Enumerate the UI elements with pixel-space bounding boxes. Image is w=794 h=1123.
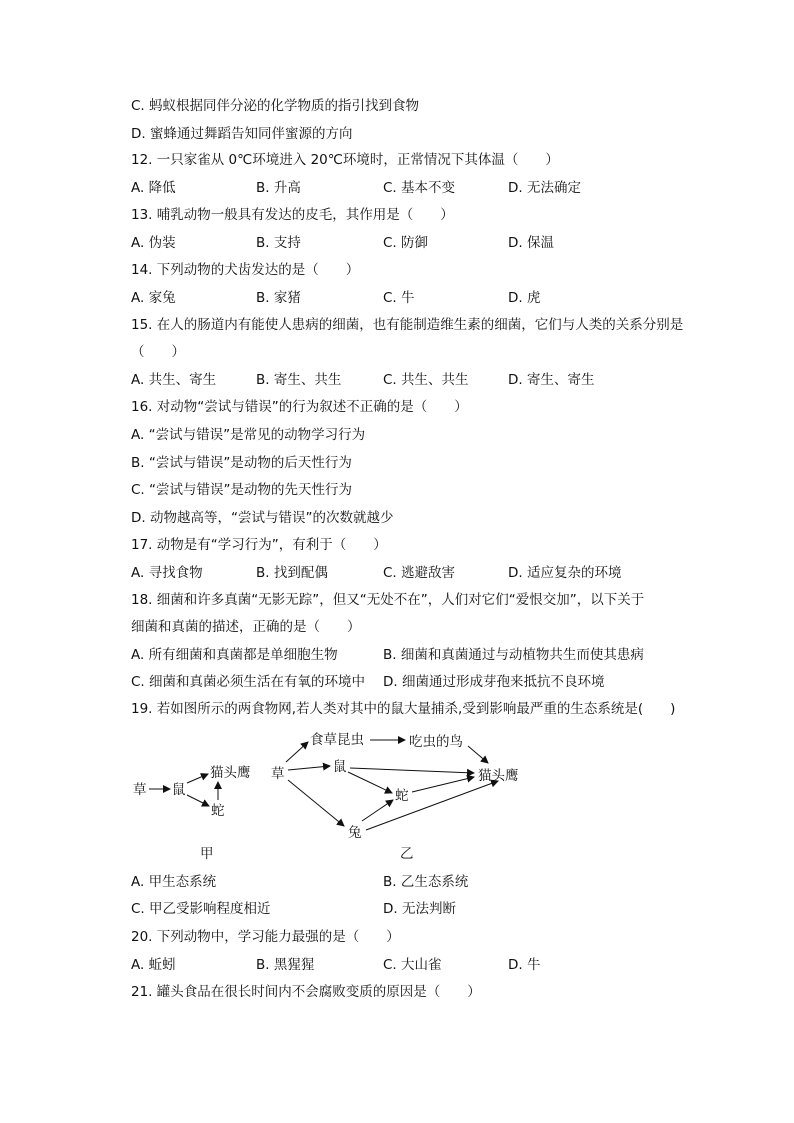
question-19-option-d: D. 无法判断 bbox=[383, 901, 456, 917]
arrow-bird-to-owl bbox=[468, 746, 488, 763]
question-18-stem: 18. 细菌和许多真菌“无影无踪”，但又“无处不在”，人们对它们“爱恨交加”，以下关于 bbox=[131, 592, 645, 608]
question-17-option-c: C. 逃避敌害 bbox=[383, 565, 456, 581]
question-18-option-a: A. 所有细菌和真菌都是单细胞生物 bbox=[131, 647, 338, 663]
question-13-stem: 13. 哺乳动物一般具有发达的皮毛，其作用是（ ） bbox=[131, 207, 454, 223]
question-18-option-d: D. 细菌通过形成芽孢来抵抗不良环境 bbox=[383, 674, 605, 690]
arrow-grass-to-rabbit bbox=[288, 780, 344, 826]
web-b-bird: 吃虫的鸟 bbox=[409, 734, 463, 750]
question-20-option-c: C. 大山雀 bbox=[383, 957, 442, 973]
question-14-option-a: A. 家兔 bbox=[131, 290, 176, 306]
question-14-stem: 14. 下列动物的犬齿发达的是（ ） bbox=[131, 262, 360, 278]
web-b-insect: 食草昆虫 bbox=[310, 732, 364, 748]
question-16-stem: 16. 对动物“尝试与错误”的行为叙述不正确的是（ ） bbox=[131, 399, 468, 415]
question-12-stem: 12. 一只家雀从 0℃环境进入 20℃环境时，正常情况下其体温（ ） bbox=[131, 152, 559, 168]
question-19-stem: 19. 若如图所示的两食物网,若人类对其中的鼠大量捕杀,受到影响最严重的生态系统是( ) bbox=[131, 701, 676, 717]
question-13-option-b: B. 支持 bbox=[256, 235, 301, 251]
option-c-prev: C. 蚂蚁根据同伴分泌的化学物质的指引找到食物 bbox=[131, 98, 420, 114]
arrow-grass-to-mouse-b bbox=[288, 766, 330, 770]
question-16-option-a: A. “尝试与错误”是常见的动物学习行为 bbox=[131, 427, 366, 443]
question-18-option-b: B. 细菌和真菌通过与动植物共生而使其患病 bbox=[383, 647, 644, 663]
web-a-caption: 甲 bbox=[200, 846, 214, 862]
question-19-option-b: B. 乙生态系统 bbox=[383, 874, 469, 890]
question-16-option-b: B. “尝试与错误”是动物的后天性行为 bbox=[131, 455, 352, 471]
arrow-mouse-to-owl bbox=[187, 774, 208, 783]
question-15-stem: 15. 在人的肠道内有能使人患病的细菌，也有能制造维生素的细菌，它们与人类的关系分别是 bbox=[131, 317, 684, 333]
arrow-mouse-to-snake-b bbox=[348, 772, 392, 793]
question-12-option-d: D. 无法确定 bbox=[508, 180, 581, 196]
web-a-owl: 猫头鹰 bbox=[210, 765, 251, 781]
question-19-option-c: C. 甲乙受影响程度相近 bbox=[131, 901, 271, 917]
question-16-option-d: D. 动物越高等，“尝试与错误”的次数就越少 bbox=[131, 510, 394, 526]
question-18-stem-continued: 细菌和真菌的描述，正确的是（ ） bbox=[131, 619, 361, 635]
question-17-option-d: D. 适应复杂的环境 bbox=[508, 565, 622, 581]
arrow-mouse-to-snake bbox=[187, 795, 209, 806]
question-12-option-b: B. 升高 bbox=[256, 180, 301, 196]
arrow-rabbit-to-owl bbox=[366, 781, 498, 830]
question-16-option-c: C. “尝试与错误”是动物的先天性行为 bbox=[131, 482, 352, 498]
web-a-mouse: 鼠 bbox=[172, 782, 186, 798]
question-21-stem: 21. 罐头食品在很长时间内不会腐败变质的原因是（ ） bbox=[131, 984, 481, 1000]
question-15-option-c: C. 共生、共生 bbox=[383, 372, 469, 388]
question-19-option-a: A. 甲生态系统 bbox=[131, 874, 217, 890]
arrow-mouse-to-owl-b bbox=[350, 768, 474, 773]
web-b-rabbit: 兔 bbox=[348, 825, 362, 841]
food-web-b bbox=[271, 732, 519, 862]
question-20-option-a: A. 蚯蚓 bbox=[131, 957, 176, 973]
food-web-figure bbox=[0, 722, 794, 862]
question-20-stem: 20. 下列动物中，学习能力最强的是（ ） bbox=[131, 929, 400, 945]
web-a-snake: 蛇 bbox=[211, 803, 225, 819]
arrow-grass-to-insect bbox=[286, 742, 308, 762]
food-web-a bbox=[133, 764, 251, 862]
question-13-option-d: D. 保温 bbox=[508, 235, 554, 251]
question-20-option-b: B. 黑猩猩 bbox=[256, 957, 315, 973]
web-a-grass: 草 bbox=[133, 782, 147, 798]
question-15-option-a: A. 共生、寄生 bbox=[131, 372, 217, 388]
question-15-option-b: B. 寄生、共生 bbox=[256, 372, 342, 388]
arrow-rabbit-to-snake bbox=[362, 800, 393, 821]
question-14-option-b: B. 家猪 bbox=[256, 290, 301, 306]
question-20-option-d: D. 牛 bbox=[508, 957, 541, 973]
question-13-option-c: C. 防御 bbox=[383, 235, 429, 251]
web-b-caption: 乙 bbox=[400, 846, 414, 862]
question-17-option-b: B. 找到配偶 bbox=[256, 565, 328, 581]
question-17-stem: 17. 动物是有“学习行为”，有利于（ ） bbox=[131, 537, 387, 553]
question-18-option-c: C. 细菌和真菌必须生活在有氧的环境中 bbox=[131, 674, 366, 690]
question-12-option-a: A. 降低 bbox=[131, 180, 176, 196]
web-b-mouse: 鼠 bbox=[333, 759, 347, 775]
web-b-owl: 猫头鹰 bbox=[478, 768, 519, 784]
question-14-option-d: D. 虎 bbox=[508, 290, 541, 306]
question-13-option-a: A. 伪装 bbox=[131, 235, 176, 251]
web-b-snake: 蛇 bbox=[395, 788, 409, 804]
question-12-option-c: C. 基本不变 bbox=[383, 180, 456, 196]
option-d-prev: D. 蜜蜂通过舞蹈告知同伴蜜源的方向 bbox=[131, 126, 353, 142]
question-15-option-d: D. 寄生、寄生 bbox=[508, 372, 595, 388]
question-14-option-c: C. 牛 bbox=[383, 290, 415, 306]
question-17-option-a: A. 寻找食物 bbox=[131, 565, 203, 581]
web-b-grass: 草 bbox=[271, 766, 285, 782]
question-15-stem-continued: （ ） bbox=[131, 344, 185, 360]
arrow-snake-to-owl-b bbox=[412, 777, 474, 792]
